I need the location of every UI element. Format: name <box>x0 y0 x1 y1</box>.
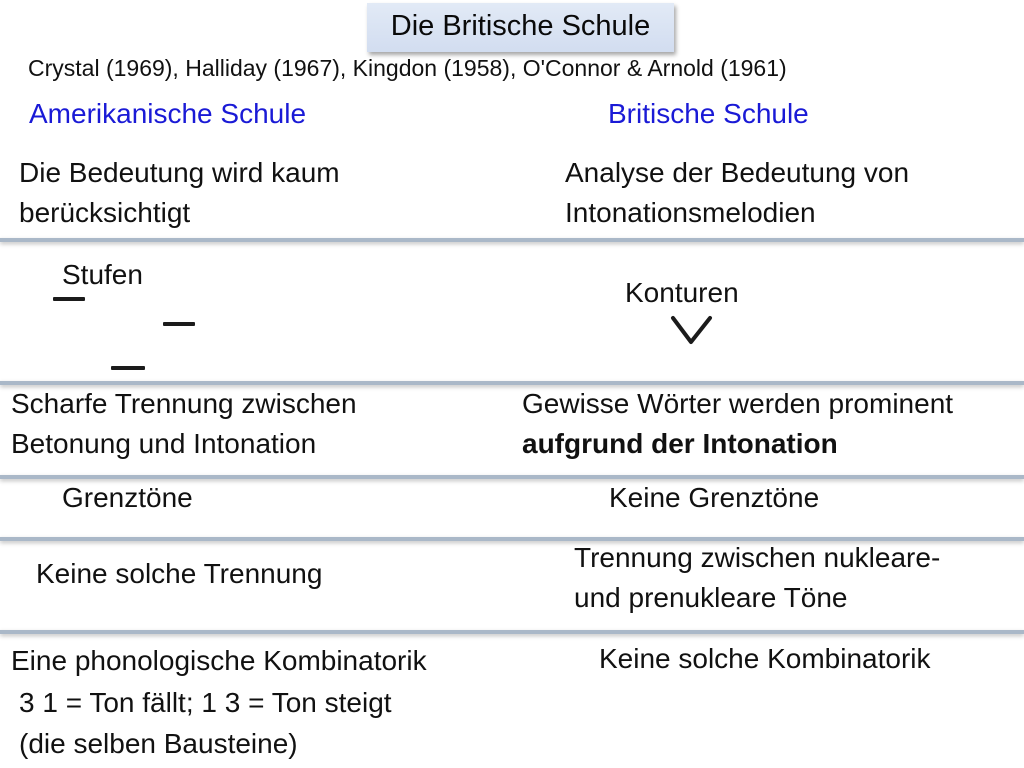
row3-left-line1: Scharfe Trennung zwischen <box>11 388 357 419</box>
row5-left: Keine solche Trennung <box>36 558 323 589</box>
row1-left-line1: Die Bedeutung wird kaum <box>19 157 340 188</box>
row2-right: Konturen <box>625 277 739 308</box>
row1-right-line2: Intonationsmelodien <box>565 197 816 228</box>
pitch-level-mark <box>111 366 145 370</box>
row1-left-line2: berücksichtigt <box>19 197 191 228</box>
row6-right: Keine solche Kombinatorik <box>599 643 931 674</box>
column-heading-left: Amerikanische Schule <box>29 98 307 129</box>
references: Crystal (1969), Halliday (1967), Kingdon (1958), O'Connor & Arnold (1961) <box>28 55 787 81</box>
row5-right-line2: und prenukleare Töne <box>574 582 848 613</box>
contour-fall-rise-icon <box>670 314 714 346</box>
row1-right-line1: Analyse der Bedeutung von <box>565 157 910 188</box>
row3-right-line2: aufgrund der Intonation <box>522 428 838 459</box>
divider-1 <box>0 238 1024 242</box>
row4-right: Keine Grenztöne <box>609 482 820 513</box>
column-heading-right: Britische Schule <box>608 98 809 129</box>
pitch-level-mark <box>53 297 85 301</box>
row3-left-line2: Betonung und Intonation <box>11 428 317 459</box>
row4-left: Grenztöne <box>62 482 193 513</box>
row2-left: Stufen <box>62 259 143 290</box>
row6-left-line2: 3 1 = Ton fällt; 1 3 = Ton steigt <box>19 687 392 718</box>
row6-left-line1: Eine phonologische Kombinatorik <box>11 645 427 676</box>
divider-5 <box>0 630 1024 634</box>
pitch-level-mark <box>163 322 195 326</box>
row5-right-line1: Trennung zwischen nukleare- <box>574 542 941 573</box>
slide-title-box <box>367 3 674 52</box>
slide-title: Die Britische Schule <box>390 10 651 42</box>
row6-left-line3: (die selben Bausteine) <box>19 728 298 759</box>
row3-right-line1: Gewisse Wörter werden prominent <box>522 388 954 419</box>
